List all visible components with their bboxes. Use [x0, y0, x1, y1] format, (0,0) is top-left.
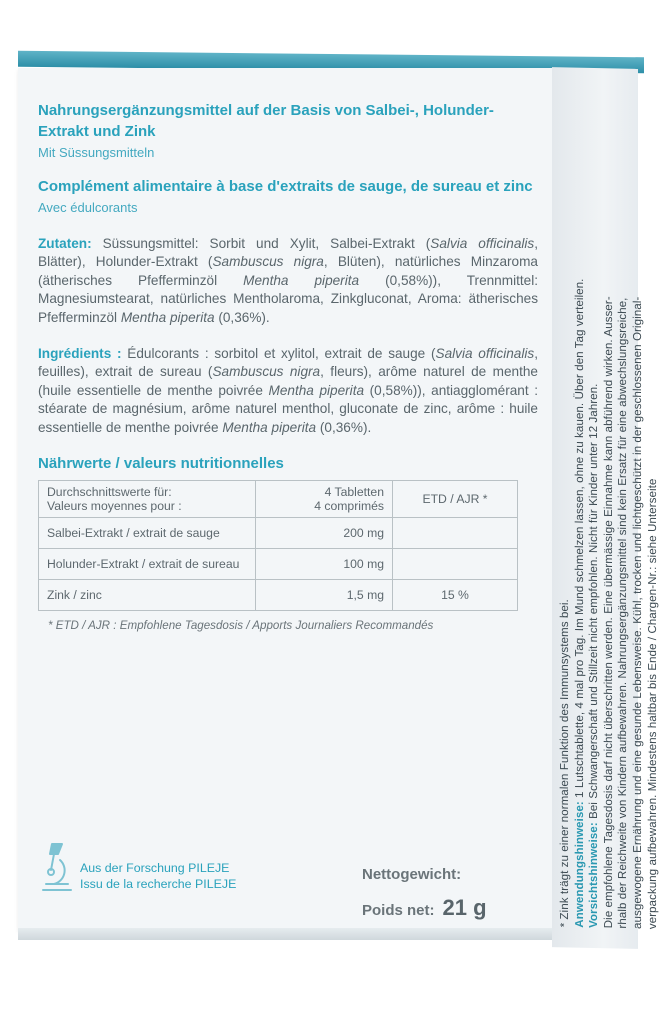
table-cell-amount: 1,5 mg: [256, 580, 393, 611]
ingredients-fr: Ingrédients : Édulcorants : sorbitol et xylitol, extrait de sauge (Salvia officinalis, feuilles), extrait de sureau (Sambuscus nigra, fleurs), arôme naturel de menthe (huile essentielle de menthe poivrée Mentha piperita (0,58%)), antiagglomérant : stéarate de magnésium, arôme naturel menthol, gluconate de zinc, arôme : huile essentielle de menthe poivrée Mentha piperita (0,36%).: [38, 346, 539, 435]
microscope-icon: [38, 840, 76, 896]
table-header-cell: ETD / AJR *: [393, 481, 518, 518]
title-de: Nahrungsergänzungsmittel auf der Basis von Salbei-, Holunder-Extrakt und Zink: [38, 102, 494, 140]
table-row: [39, 580, 518, 611]
nutrition-table: [38, 480, 518, 611]
net-weight-label-de: Nettogewicht:: [362, 866, 462, 883]
table-cell-ajr: [393, 518, 518, 549]
side-line-1: * Zink trägt zu einer normalen Funktion des Immunsystems bei.: [559, 599, 571, 928]
research-badge: [38, 840, 298, 896]
net-weight-label-fr: Poids net: 21 g: [362, 895, 487, 920]
side-line-4: Die empfohlene Tagesdosis darf nicht überschritten werden. Eine übermässige Einnahme kann abführend wirken. Ausser-: [602, 296, 615, 929]
table-header-cell: 4 Tabletten 4 comprimés: [256, 481, 393, 518]
box-side-panel: [552, 67, 659, 949]
table-row: [39, 518, 518, 549]
front-content: [38, 100, 538, 632]
table-cell-name: Zink / zinc: [39, 580, 256, 611]
side-text-block: [558, 67, 660, 929]
table-cell-ajr: 15 %: [393, 580, 518, 611]
table-header-cell: Durchschnittswerte für: Valeurs moyennes pour :: [39, 481, 256, 518]
nutrition-title: Nährwerte / valeurs nutritionnelles: [38, 455, 284, 473]
box-bottom-edge: [18, 928, 552, 940]
net-weight-value: 21 g: [442, 895, 487, 920]
side-line-6: ausgewogene Ernährung und eine gesunde Lebensweise. Kühl, trocken und lichtgeschützt in der geschlossenen Original-: [631, 296, 644, 930]
subtitle-fr: Avec édulcorants: [38, 200, 138, 215]
table-cell-name: Holunder-Extrakt / extrait de sureau: [39, 549, 256, 580]
side-line-2: Anwendungshinweise: 1 Lutschtablette, 4 mal pro Tag. Im Mund schmelzen lassen, ohne zu kauen. Über den Tag verteilen.: [573, 278, 586, 928]
title-fr: Complément alimentaire à base d'extraits de sauge, de sureau et zinc: [38, 178, 533, 195]
net-weight: [362, 866, 512, 921]
table-cell-amount: 100 mg: [256, 549, 393, 580]
table-cell-name: Salbei-Extrakt / extrait de sauge: [39, 518, 256, 549]
research-text: Aus der Forschung PILEJE Issu de la recherche PILEJE: [80, 861, 237, 891]
table-header-row: [39, 481, 518, 518]
table-row: [39, 549, 518, 580]
side-line-7: verpackung aufbewahren. Mindestens haltbar bis Ende / Chargen-Nr.: siehe Unterseite: [646, 478, 659, 930]
subtitle-de: Mit Süssungsmitteln: [38, 145, 155, 160]
table-cell-amount: 200 mg: [256, 518, 393, 549]
side-line-5: rhalb der Reichweite von Kindern aufbewahren. Nahrungsergänzungsmittel sind kein Ersatz für eine abwechslungsreiche,: [617, 297, 630, 929]
side-line-3: Vorsichtshinweise: Bei Schwangerschaft und Stillzeit nicht empfohlen. Nicht für Kinder unter 12 Jahren.: [588, 383, 601, 929]
ingredients-de: Zutaten: Süssungsmittel: Sorbit und Xylit, Salbei-Extrakt (Salvia officinalis, Blätter), Holunder-Extrakt (Sambuscus nigra, Blüten), natürliches Minzaroma (ätherisches Pfefferminzöl Mentha piperita (0,58%)), Trennmittel: Magnesiumstearat, natürliches Mentholaroma, Zinkgluconat, Aroma: ätherisches Pfefferminzöl Mentha piperita (0,36%).: [38, 236, 538, 325]
table-cell-ajr: [393, 549, 518, 580]
nutrition-footnote: * ETD / AJR : Empfohlene Tagesdosis / Apports Journaliers Recommandés: [48, 619, 434, 633]
